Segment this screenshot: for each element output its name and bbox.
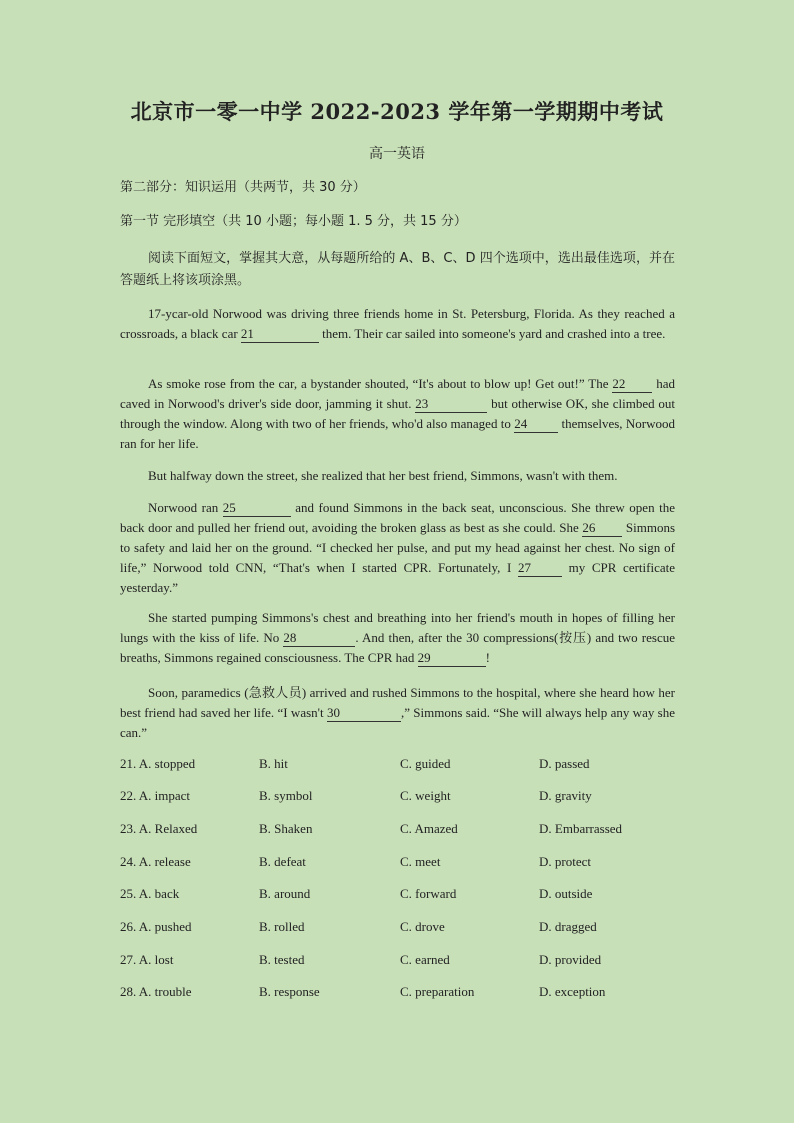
p5-text-d: ! bbox=[485, 650, 490, 665]
option-26-a[interactable]: 26. A. pushed bbox=[120, 919, 192, 934]
option-21-b[interactable]: B. hit bbox=[259, 756, 288, 771]
p2-text-e: themselves, Norwood ran for her life. bbox=[120, 416, 675, 451]
option-row-24 bbox=[120, 854, 720, 874]
p6-text-c: ,” Simmons said. “She will always help any way she can.” bbox=[120, 705, 675, 740]
blank-26: 26 bbox=[582, 520, 622, 537]
option-21-d[interactable]: D. passed bbox=[539, 756, 590, 771]
blank-22: 22 bbox=[612, 376, 652, 393]
p2-text-c: had caved in Norwood's driver's side door, jamming it shut. bbox=[120, 376, 675, 411]
p4-text-d: Simmons to safety and laid her on the ground. “I checked her pulse, and put my head against her chest. No sign of life,” Norwood told CNN, “That's when I started CPR. Fortunately, I bbox=[120, 520, 676, 575]
option-27-b[interactable]: B. tested bbox=[259, 952, 305, 967]
p1-text-c: them. Their car sailed into someone's yard and crashed into a tree. bbox=[318, 326, 666, 341]
option-28-b[interactable]: B. response bbox=[259, 984, 320, 999]
p2-text-a: As smoke rose from the car, a bystander shouted, “It's about to blow up! Get out!” The bbox=[148, 376, 613, 391]
subsection-heading: 第一节 完形填空（共 10 小题；每小题 1. 5 分，共 15 分） bbox=[120, 214, 467, 229]
instructions bbox=[120, 248, 675, 292]
option-23-d[interactable]: D. Embarrassed bbox=[539, 821, 623, 836]
p5-text-c: . And then, after the 30 compressions(按压) and two rescue breaths, Simmons regained consciousness. The CPR had bbox=[120, 630, 675, 665]
blank-25: 25 bbox=[223, 500, 291, 517]
p4-text-a: Norwood ran bbox=[148, 500, 223, 515]
option-24-b[interactable]: B. defeat bbox=[259, 854, 306, 869]
option-27-c[interactable]: C. earned bbox=[400, 952, 450, 967]
option-26-b[interactable]: B. rolled bbox=[259, 919, 305, 934]
passage-paragraph-2 bbox=[120, 374, 675, 454]
option-21-a[interactable]: 21. A. stopped bbox=[120, 756, 196, 771]
blank-24: 24 bbox=[514, 416, 558, 433]
option-24-d[interactable]: D. protect bbox=[539, 854, 591, 869]
blank-29: 29 bbox=[418, 650, 486, 667]
option-27-d[interactable]: D. provided bbox=[539, 952, 602, 967]
p3-text: But halfway down the street, she realized that her best friend, Simmons, wasn't with them. bbox=[148, 468, 618, 483]
p6-text-a: Soon, paramedics (急救人员) arrived and rushed Simmons to the hospital, where she heard how her best friend had saved her life. “I wasn't bbox=[120, 685, 675, 720]
blank-27: 27 bbox=[518, 560, 562, 577]
option-row-26 bbox=[120, 919, 720, 939]
instructions-text: 阅读下面短文，掌握其大意，从每题所给的 A、B、C、D 四个选项中，选出最佳选项，并在答题纸上将该项涂黑。 bbox=[120, 251, 675, 288]
option-23-a[interactable]: 23. A. Relaxed bbox=[120, 821, 198, 836]
blank-30: 30 bbox=[327, 705, 401, 722]
exam-title: 北京市一零一中学 2022-2023 学年第一学期期中考试 bbox=[130, 99, 664, 124]
passage-paragraph-5 bbox=[120, 608, 675, 668]
p5-text-a: She started pumping Simmons's chest and breathing into her friend's mouth in hopes of filling her lungs with the kiss of life. No bbox=[120, 610, 675, 645]
passage-paragraph-4 bbox=[120, 498, 675, 598]
blank-21: 21 bbox=[241, 326, 319, 343]
passage-paragraph-1 bbox=[120, 304, 675, 344]
p4-text-c: and found Simmons in the back seat, unconscious. She threw open the back door and pulled her friend out, avoiding the broken glass as best as she could. She bbox=[120, 500, 675, 535]
option-25-c[interactable]: C. forward bbox=[400, 886, 457, 901]
option-22-d[interactable]: D. gravity bbox=[539, 788, 592, 803]
option-row-25 bbox=[120, 886, 720, 906]
option-row-22 bbox=[120, 788, 720, 808]
blank-23: 23 bbox=[415, 396, 487, 413]
p2-text-d: but otherwise OK, she climbed out through the window. Along with two of her friends, who'd also managed to bbox=[120, 396, 675, 431]
p4-text-e: my CPR certificate yesterday.” bbox=[120, 560, 676, 595]
blank-28: 28 bbox=[283, 630, 355, 647]
option-22-a[interactable]: 22. A. impact bbox=[120, 788, 191, 803]
option-24-c[interactable]: C. meet bbox=[400, 854, 441, 869]
option-27-a[interactable]: 27. A. lost bbox=[120, 952, 174, 967]
passage-paragraph-3 bbox=[120, 466, 675, 486]
option-row-21 bbox=[120, 756, 720, 776]
option-28-c[interactable]: C. preparation bbox=[400, 984, 475, 999]
option-21-c[interactable]: C. guided bbox=[400, 756, 451, 771]
option-28-d[interactable]: D. exception bbox=[539, 984, 606, 999]
option-24-a[interactable]: 24. A. release bbox=[120, 854, 191, 869]
passage-paragraph-6 bbox=[120, 683, 675, 743]
option-26-d[interactable]: D. dragged bbox=[539, 919, 597, 934]
option-row-27 bbox=[120, 952, 720, 972]
option-26-c[interactable]: C. drove bbox=[400, 919, 445, 934]
option-row-28 bbox=[120, 984, 720, 1004]
exam-subject: 高一英语 bbox=[369, 146, 425, 162]
option-25-a[interactable]: 25. A. back bbox=[120, 886, 180, 901]
option-28-a[interactable]: 28. A. trouble bbox=[120, 984, 192, 999]
part-heading: 第二部分：知识运用（共两节，共 30 分） bbox=[120, 180, 366, 195]
option-23-c[interactable]: C. Amazed bbox=[400, 821, 458, 836]
option-22-b[interactable]: B. symbol bbox=[259, 788, 313, 803]
option-23-b[interactable]: B. Shaken bbox=[259, 821, 313, 836]
option-25-d[interactable]: D. outside bbox=[539, 886, 593, 901]
option-row-23 bbox=[120, 821, 720, 841]
option-22-c[interactable]: C. weight bbox=[400, 788, 451, 803]
option-25-b[interactable]: B. around bbox=[259, 886, 311, 901]
p1-text-a: 17-ycar-old Norwood was driving three friends home in St. Petersburg, Florida. As they reached a crossroads, a black car bbox=[120, 306, 675, 341]
